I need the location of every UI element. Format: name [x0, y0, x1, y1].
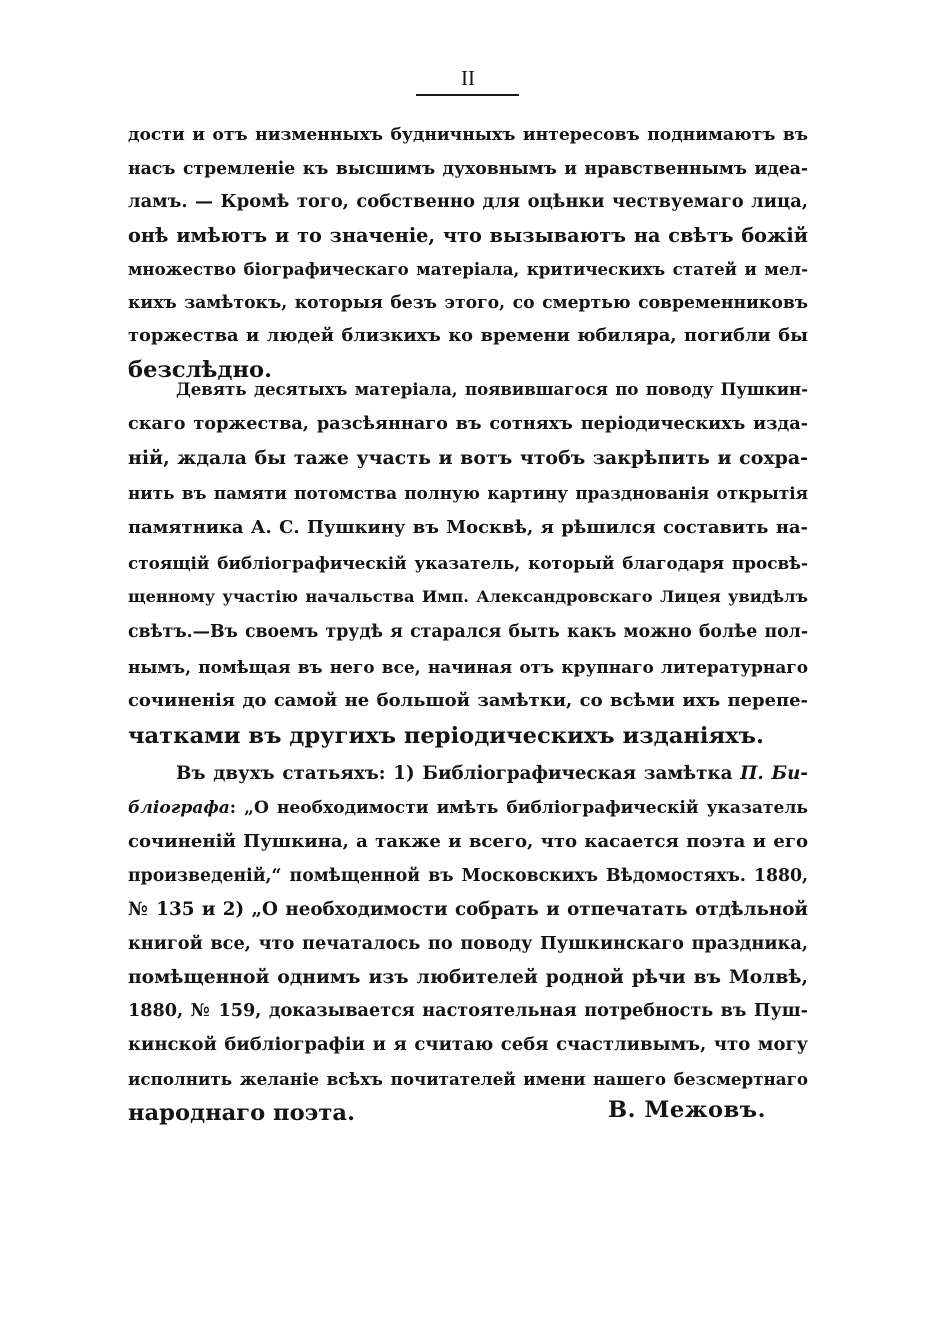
signature: В. Межовъ. — [608, 1097, 766, 1123]
text-line: исполнить желаніе всѣхъ почитателей имени нашего безсмертнаго — [128, 1069, 808, 1090]
text-line: скаго торжества, разсѣяннаго въ сотняхъ періодическихъ изда- — [128, 412, 808, 434]
text-line: щенному участію начальства Имп. Александровскаго Лицея увидѣлъ — [128, 587, 808, 607]
header-rule — [416, 94, 519, 96]
italic-author: П. Би- — [740, 763, 808, 784]
text-line: множество біографическаго матеріала, критическихъ статей и мел- — [128, 259, 808, 279]
text-line: ній, ждала бы таже участь и вотъ чтобъ закрѣпить и сохра- — [128, 447, 808, 470]
text-line: нить въ памяти потомства полную картину празднованія открытія — [128, 483, 808, 504]
text-run: : „О необходимости имѣть библіографическій указатель — [229, 797, 808, 818]
text-line: дости и отъ низменныхъ будничныхъ интересовъ поднимаютъ въ — [128, 125, 808, 145]
text-line: помѣщенной однимъ изъ любителей родной рѣчи въ Молвѣ, — [128, 966, 808, 989]
text-line — [176, 757, 808, 791]
text-line: сочиненій Пушкина, а также и всего, что касается поэта и его — [128, 830, 808, 852]
text-line: кихъ замѣтокъ, которыя безъ этого, со смертью современниковъ — [128, 292, 808, 313]
text-line: книгой все, что печаталось по поводу Пушкинскаго праздника, — [128, 932, 808, 954]
text-line: кинской библіографіи и я считаю себя счастливымъ, что могу — [128, 1034, 808, 1056]
text-line: Девять десятыхъ матеріала, появившагося по поводу Пушкин- — [176, 379, 808, 399]
text-line: сочиненія до самой не большой замѣтки, со всѣми ихъ перепе- — [128, 690, 808, 712]
text-line: ламъ. — Кромѣ того, собственно для оцѣнки чествуемаго лица, — [128, 191, 808, 212]
text-line: торжества и людей близкихъ ко времени юбиляра, погибли бы — [128, 325, 808, 346]
text-line: № 135 и 2) „О необходимости собрать и отпечатать отдѣльной — [128, 898, 808, 920]
text-line: народнаго поэта. — [128, 1100, 355, 1126]
text-line: свѣтъ.—Въ своемъ трудѣ я старался быть какъ можно болѣе пол- — [128, 621, 808, 642]
text-run: Въ двухъ статьяхъ: 1) Библіографическая замѣтка — [176, 763, 733, 784]
page-number: II — [461, 66, 475, 90]
text-line: произведеній,“ помѣщенной въ Московскихъ Вѣдомостяхъ. 1880, — [128, 865, 808, 886]
text-line: 1880, № 159, доказывается настоятельная потребность въ Пуш- — [128, 1000, 808, 1022]
italic-author: бліографа — [128, 797, 230, 818]
text-line: безслѣдно. — [128, 356, 272, 383]
text-line: чатками въ другихъ періодическихъ изданіяхъ. — [128, 723, 764, 749]
text-line: памятника А. С. Пушкину въ Москвѣ, я рѣшился составить на- — [128, 516, 808, 538]
text-line: нымъ, помѣщая въ него все, начиная отъ крупнаго литературнаго — [128, 656, 808, 677]
text-line: насъ стремленіе къ высшимъ духовнымъ и нравственнымъ идеа- — [128, 158, 808, 179]
text-line: онѣ имѣютъ и то значеніе, что вызываютъ на свѣтъ божій — [128, 223, 808, 247]
text-line: стоящій библіографическій указатель, который благодаря просвѣ- — [128, 552, 808, 573]
text-line — [128, 791, 808, 825]
